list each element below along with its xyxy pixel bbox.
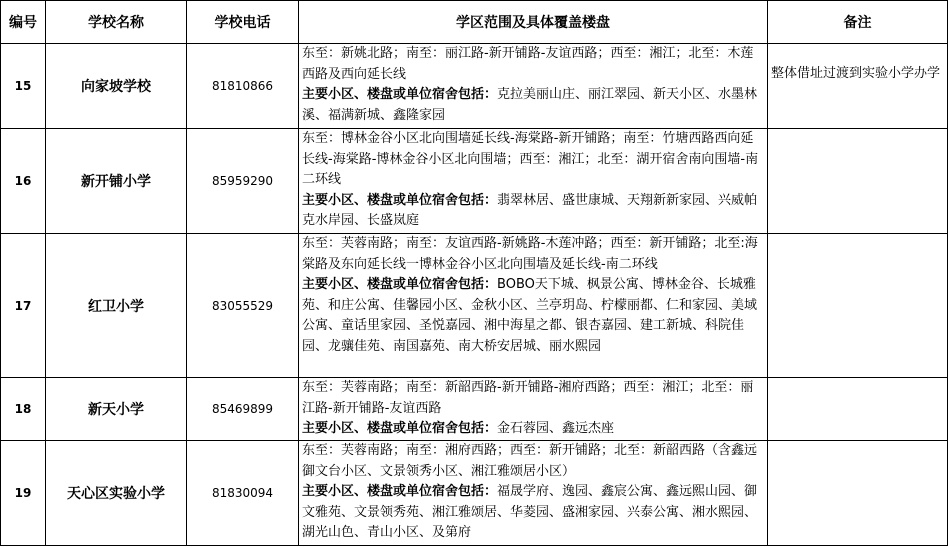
header-note: 备注 <box>768 1 948 44</box>
note-cell <box>768 378 948 441</box>
coverage-cell <box>299 441 768 546</box>
estates-label: 主要小区、楼盘或单位宿舍包括： <box>302 192 498 208</box>
row-num: 17 <box>1 234 46 378</box>
table-row <box>1 129 948 234</box>
header-coverage: 学区范围及具体覆盖楼盘 <box>299 1 768 44</box>
note-cell <box>768 234 948 378</box>
school-phone: 83055529 <box>187 234 299 378</box>
header-row <box>1 1 948 44</box>
estates-list: 克拉美丽山庄、丽江翠园、新天小区、水墨林溪、福满新城、鑫隆家园 <box>302 87 758 123</box>
estates-list: 金石蓉园、鑫远杰座 <box>497 421 615 436</box>
coverage-cell <box>299 378 768 441</box>
header-num: 编号 <box>1 1 46 44</box>
estates-label: 主要小区、楼盘或单位宿舍包括： <box>302 421 498 436</box>
coverage-cell <box>299 234 768 378</box>
estates-label: 主要小区、楼盘或单位宿舍包括： <box>302 484 498 499</box>
note-cell <box>768 44 948 129</box>
estates-list: BOBO天下城、枫景公寓、博林金谷、长城雅苑、和庄公寓、佳馨园小区、金秋小区、兰亭玥岛、柠檬丽都、仁和家园、美域公寓、童话里家园、圣悦嘉园、湘中海星之都、银杏嘉园、建工新城、科院佳园、龙骧佳苑、南国嘉苑、南大桥安居城、丽水熙园 <box>302 277 758 354</box>
district-range: 东至：新姚北路；南至：丽江路-新开铺路-友谊西路；西至：湘江；北至：木莲西路及西向延长线 <box>302 46 754 82</box>
table-row <box>1 378 948 441</box>
school-name: 新开铺小学 <box>46 129 187 234</box>
note-text: 整体借址过渡到实验小学办学 <box>771 66 941 81</box>
school-phone: 85959290 <box>187 129 299 234</box>
school-phone: 81830094 <box>187 441 299 546</box>
school-name: 新天小学 <box>46 378 187 441</box>
school-name: 红卫小学 <box>46 234 187 378</box>
coverage-cell <box>299 44 768 129</box>
table-row <box>1 441 948 546</box>
school-name: 天心区实验小学 <box>46 441 187 546</box>
school-phone: 85469899 <box>187 378 299 441</box>
estates-label: 主要小区、楼盘或单位宿舍包括： <box>302 277 498 292</box>
row-num: 19 <box>1 441 46 546</box>
row-num: 15 <box>1 44 46 129</box>
estates-label: 主要小区、楼盘或单位宿舍包括： <box>302 87 498 102</box>
district-range: 东至：芙蓉南路；南至：新韶西路-新开铺路-湘府西路；西至：湘江；北至：丽江路-新开铺路-友谊西路 <box>302 380 754 416</box>
header-phone: 学校电话 <box>187 1 299 44</box>
table-row <box>1 44 948 129</box>
note-cell <box>768 129 948 234</box>
row-num: 18 <box>1 378 46 441</box>
district-range: 东至：芙蓉南路；南至：湘府西路；西至：新开铺路；北至：新韶西路（含鑫远御文台小区、文景领秀小区、湘江雅颂居小区） <box>302 443 758 479</box>
district-range: 东至：博林金谷小区北向围墙延长线-海棠路-新开铺路；南至：竹塘西路西向延长线-海棠路-博林金谷小区北向围墙；西至：湘江；北至：湖开宿舍南向围墙-南二环线 <box>302 131 759 187</box>
row-num: 16 <box>1 129 46 234</box>
estates-list: 福晟学府、逸园、鑫宸公寓、鑫远熙山园、御文雅苑、文景领秀苑、湘江雅颂居、华菱园、盛湘家园、兴泰公寓、湘水熙园、湖光山色、青山小区、及第府 <box>302 484 758 540</box>
table-row <box>1 234 948 378</box>
note-cell <box>768 441 948 546</box>
estates-list: 翡翠林居、盛世康城、天翔新新家园、兴威帕克水岸园、长盛岚庭 <box>302 192 758 228</box>
coverage-cell <box>299 129 768 234</box>
school-phone: 81810866 <box>187 44 299 129</box>
district-range: 东至：芙蓉南路；南至：友谊西路-新姚路-木莲冲路；西至：新开铺路；北至:海棠路及东向延长线一博林金谷小区北向围墙及延长线-南二环线 <box>302 236 758 272</box>
school-name: 向家坡学校 <box>46 44 187 129</box>
header-name: 学校名称 <box>46 1 187 44</box>
